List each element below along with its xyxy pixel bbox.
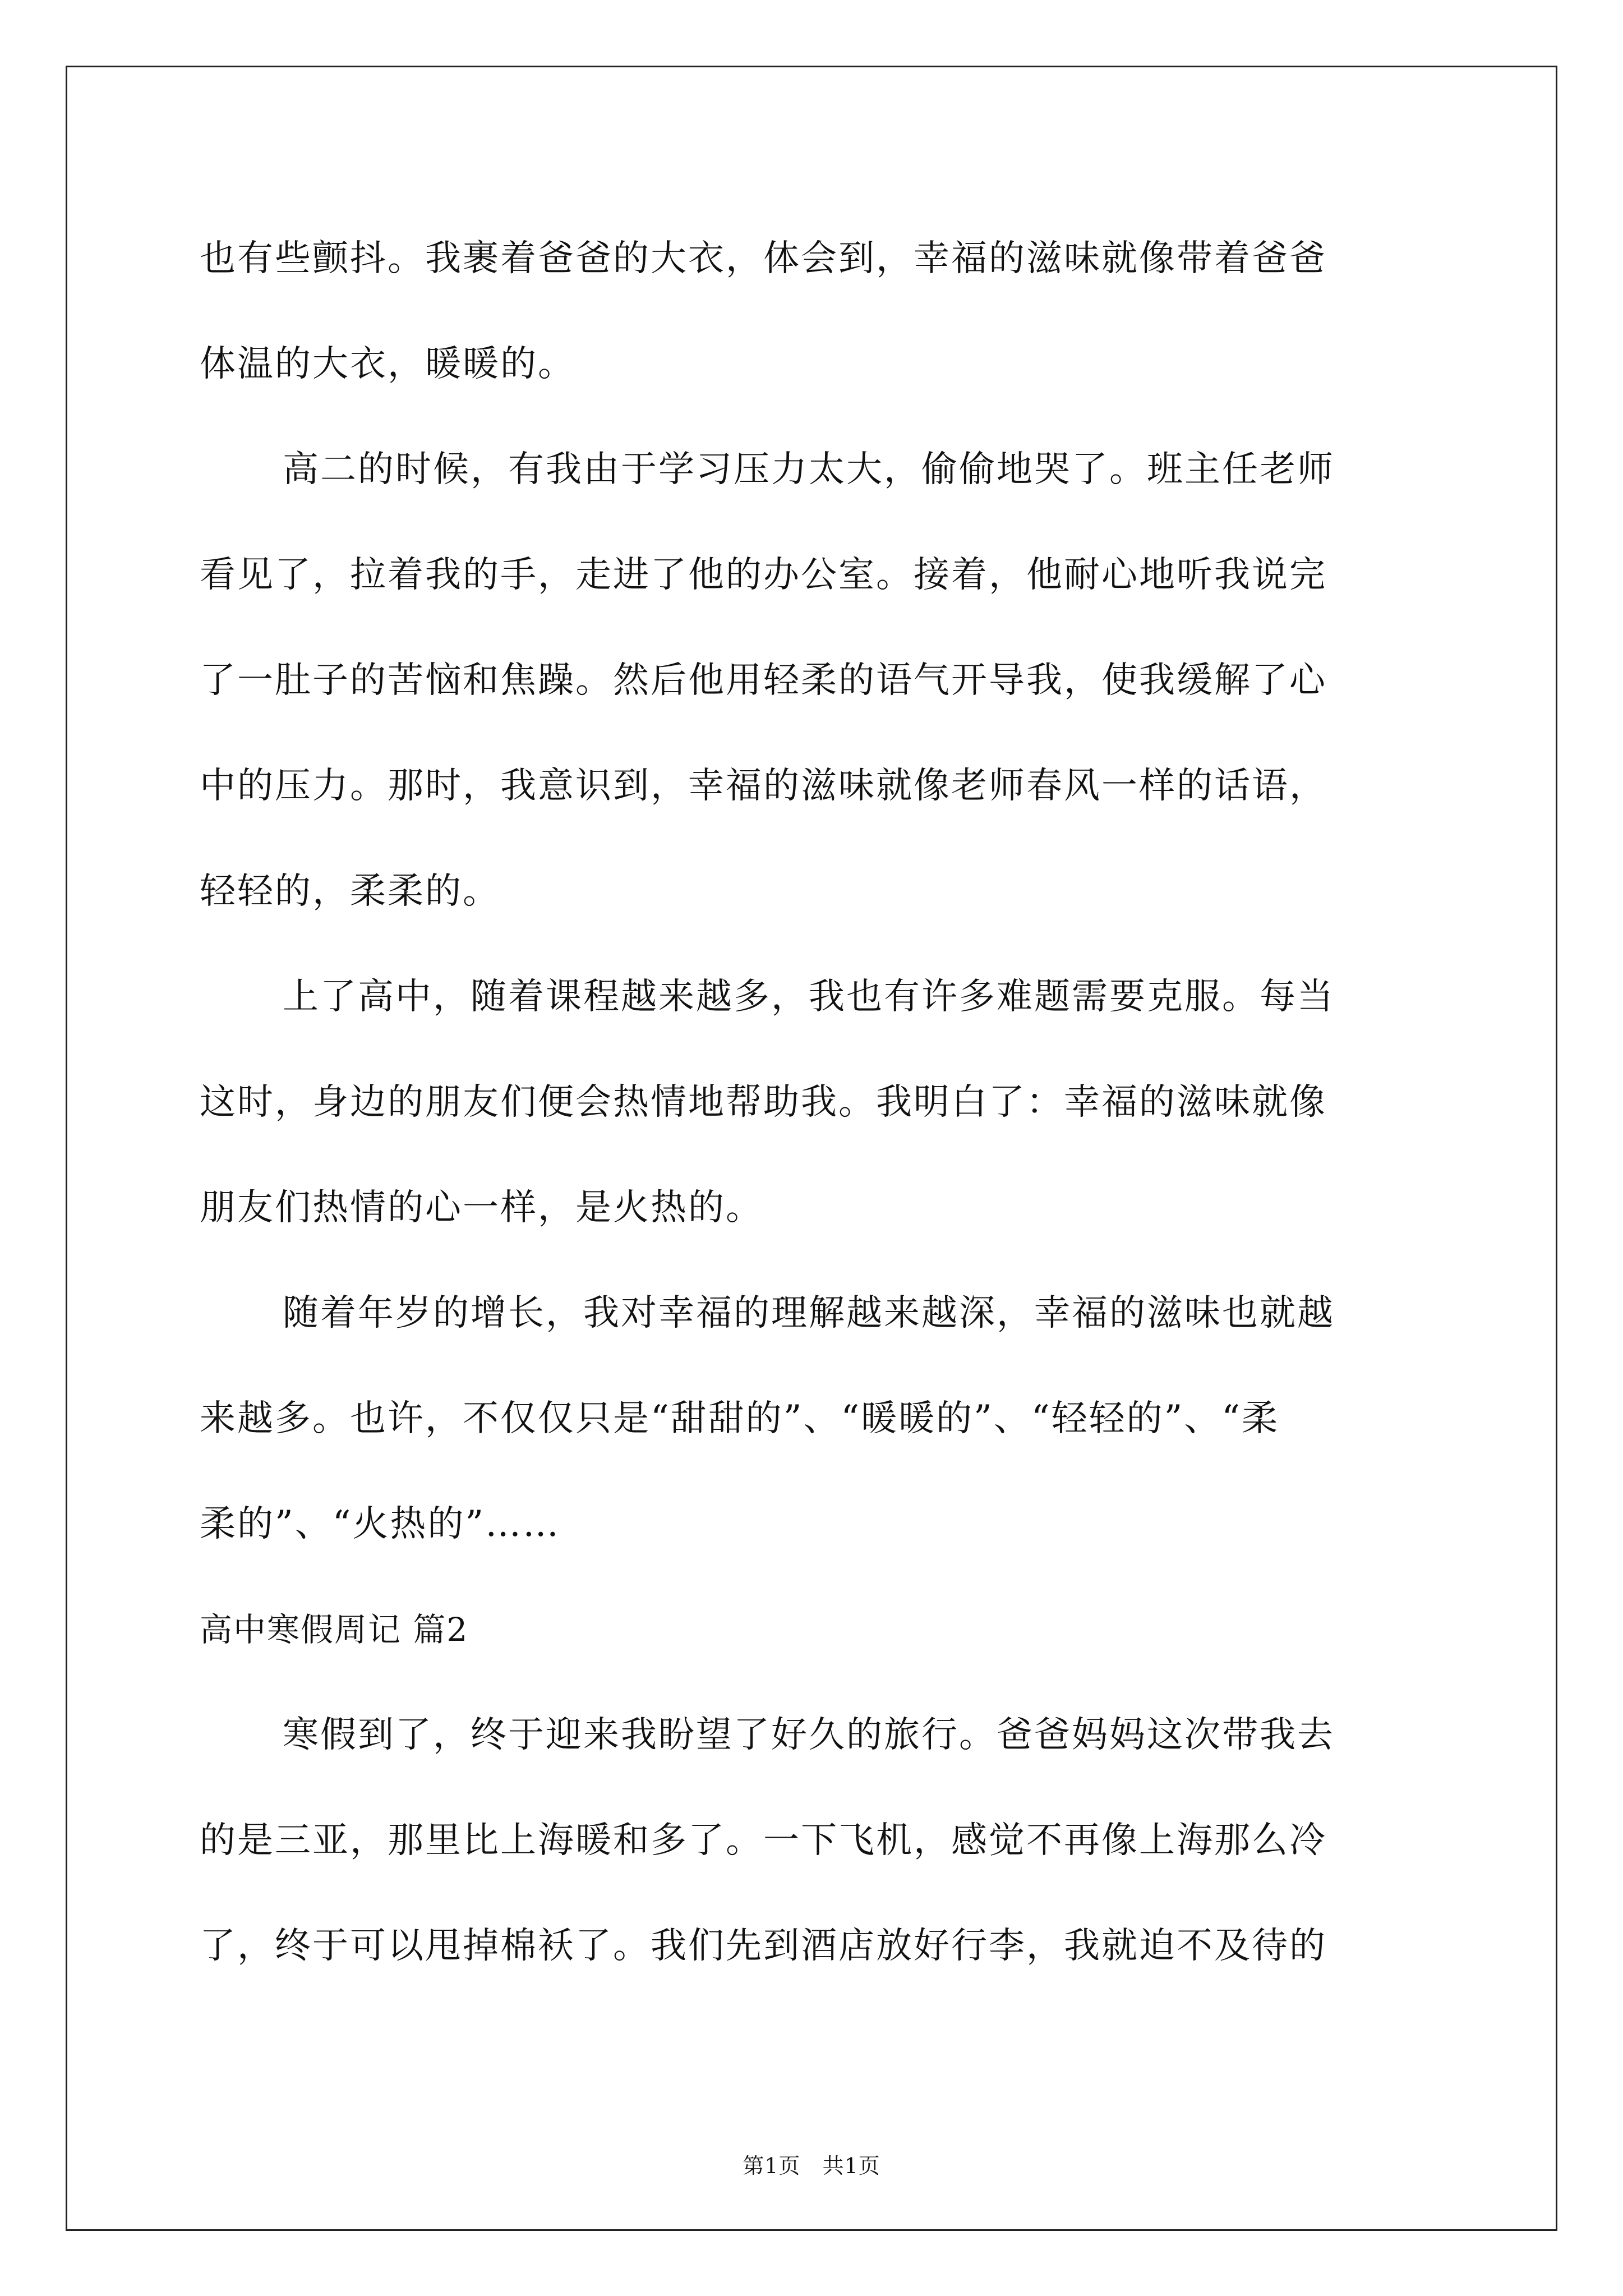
text-line-4: 看见了，拉着我的手，走进了他的办公室。接着，他耐心地听我说完: [200, 554, 1327, 596]
document-body: [200, 206, 1439, 1999]
text-line-9: 这时，身边的朋友们便会热情地帮助我。我明白了：幸福的滋味就像: [200, 1082, 1327, 1123]
text-line-7: 轻轻的，柔柔的。: [200, 871, 500, 912]
paragraph-start-line-8: 上了高中，随着课程越来越多，我也有许多难题需要克服。每当: [283, 976, 1335, 1018]
section-heading: 高中寒假周记 篇2: [200, 1611, 469, 1649]
text-line-17: 了，终于可以甩掉棉袄了。我们先到酒店放好行李，我就迫不及待的: [200, 1925, 1327, 1967]
page-footer: 第1页 共1页: [743, 2154, 880, 2178]
text-line-16: 的是三亚，那里比上海暖和多了。一下飞机，感觉不再像上海那么冷: [200, 1820, 1327, 1861]
text-line-6: 中的压力。那时，我意识到，幸福的滋味就像老师春风一样的话语，: [200, 765, 1327, 807]
text-line-1: 也有些颤抖。我裹着爸爸的大衣，体会到，幸福的滋味就像带着爸爸: [200, 238, 1327, 279]
paragraph-start-line-15: 寒假到了，终于迎来我盼望了好久的旅行。爸爸妈妈这次带我去: [283, 1714, 1335, 1756]
text-line-10: 朋友们热情的心一样，是火热的。: [200, 1187, 763, 1228]
text-line-13: 柔的”、“火热的”……: [200, 1503, 561, 1545]
paragraph-start-line-3: 高二的时候，有我由于学习压力太大，偷偷地哭了。班主任老师: [283, 449, 1335, 490]
paragraph-start-line-11: 随着年岁的增长，我对幸福的理解越来越深，幸福的滋味也就越: [283, 1292, 1335, 1334]
text-line-5: 了一肚子的苦恼和焦躁。然后他用轻柔的语气开导我，使我缓解了心: [200, 660, 1327, 701]
text-line-12: 来越多。也许，不仅仅只是“甜甜的”、“暖暖的”、“轻轻的”、“柔: [200, 1398, 1280, 1439]
text-line-2: 体温的大衣，暖暖的。: [200, 343, 575, 385]
